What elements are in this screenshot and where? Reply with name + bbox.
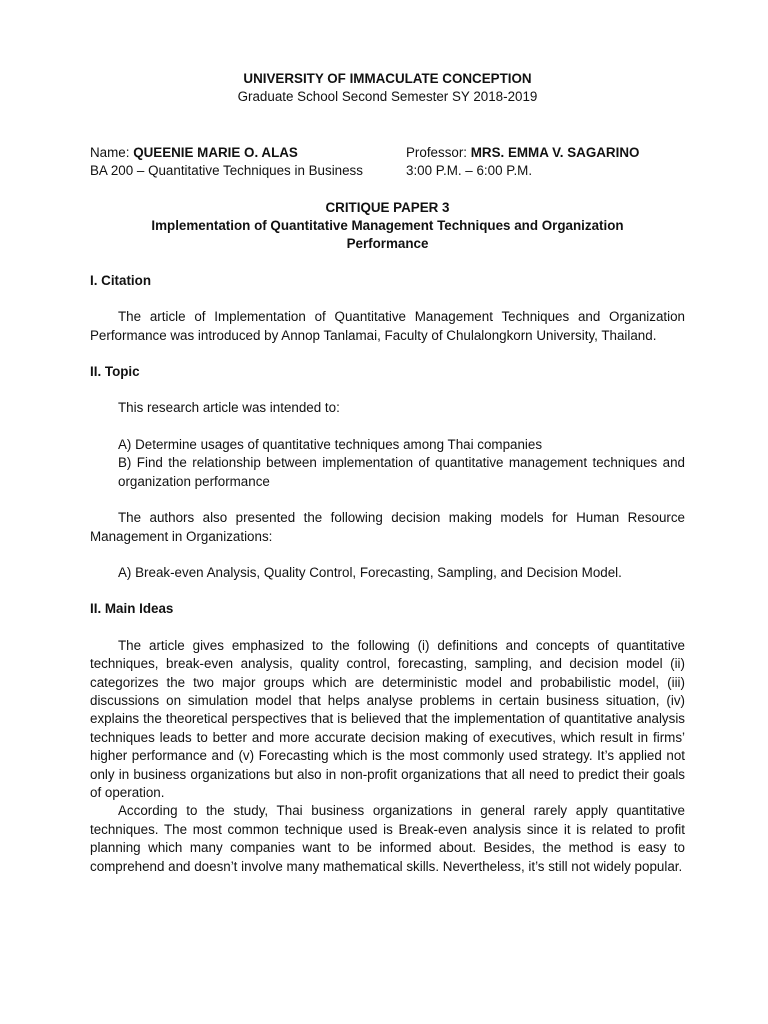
name-label: Name:	[90, 144, 130, 160]
info-row-1	[90, 144, 685, 162]
document-content	[90, 70, 685, 876]
semester-line: Graduate School Second Semester SY 2018-2019	[237, 89, 538, 105]
spacer	[90, 345, 685, 363]
professor-name: MRS. EMMA V. SAGARINO	[470, 144, 640, 160]
spacer	[90, 418, 685, 436]
professor-label: Professor:	[406, 144, 468, 160]
topic-models-paragraph: The authors also presented the following decision making models for Human Resource Management in Organizations:	[90, 510, 685, 544]
topic-models-item-a: A) Break-even Analysis, Quality Control, Forecasting, Sampling, and Decision Model.	[118, 564, 622, 580]
topic-item-b: B) Find the relationship between implementation of quantitative management techniques and organization performance	[118, 455, 685, 489]
spacer	[90, 254, 685, 272]
topic-intro: This research article was intended to:	[118, 400, 340, 416]
paper-subtitle-line1: Implementation of Quantitative Management Techniques and Organization	[151, 218, 624, 234]
university-name: UNIVERSITY OF IMMACULATE CONCEPTION	[243, 71, 532, 86]
main-ideas-paragraph-1: The article gives emphasized to the following (i) definitions and concepts of quantitative techniques, break-even analysis, quality control, forecasting, sampling, and decision model (ii) categorizes the two major groups which are deterministic model and probabilistic model, (iii) discussions on simulation model that helps analyse problems in certain business situation, (iv) explains the theoretical perspectives that is believed that the implementation of quantitative analysis techniques leads to better and more accurate decision making of executives, which result in firms’ higher performance and (v) Forecasting which is the most commonly used strategy. It’s applied not only in business organizations but also in non-profit organizations that all need to predict their goals of operation.	[90, 637, 685, 800]
spacer	[90, 582, 685, 600]
main-ideas-heading: II. Main Ideas	[90, 601, 174, 617]
class-time: 3:00 P.M. – 6:00 P.M.	[406, 163, 533, 179]
spacer	[90, 181, 685, 199]
spacer	[90, 619, 685, 637]
student-name: QUEENIE MARIE O. ALAS	[133, 144, 298, 160]
info-row-2	[90, 162, 685, 180]
main-ideas-paragraph-2: According to the study, Thai business organizations in general rarely apply quantitative techniques. The most common technique used is Break-even analysis since it is related to profit planning which many companies want to be informed about. Besides, the method is easy to comprehend and doesn’t involve many mathematical skills. Nevertheless, it’s still not widely popular.	[90, 803, 685, 874]
course-name: BA 200 – Quantitative Techniques in Business	[90, 163, 363, 179]
paper-title: CRITIQUE PAPER 3	[325, 199, 450, 215]
spacer	[90, 491, 685, 509]
topic-item-a: A) Determine usages of quantitative techniques among Thai companies	[118, 436, 543, 452]
spacer	[90, 381, 685, 399]
topic-heading: II. Topic	[90, 364, 140, 380]
spacer	[90, 290, 685, 308]
professor-field	[406, 144, 639, 162]
name-field	[90, 144, 406, 162]
spacer	[90, 107, 685, 144]
spacer	[90, 546, 685, 564]
citation-paragraph: The article of Implementation of Quantitative Management Techniques and Organization Performance was introduced by Annop Tanlamai, Faculty of Chulalongkorn University, Thailand.	[90, 309, 685, 343]
citation-heading: I. Citation	[90, 272, 151, 288]
paper-subtitle-line2: Performance	[346, 236, 429, 252]
